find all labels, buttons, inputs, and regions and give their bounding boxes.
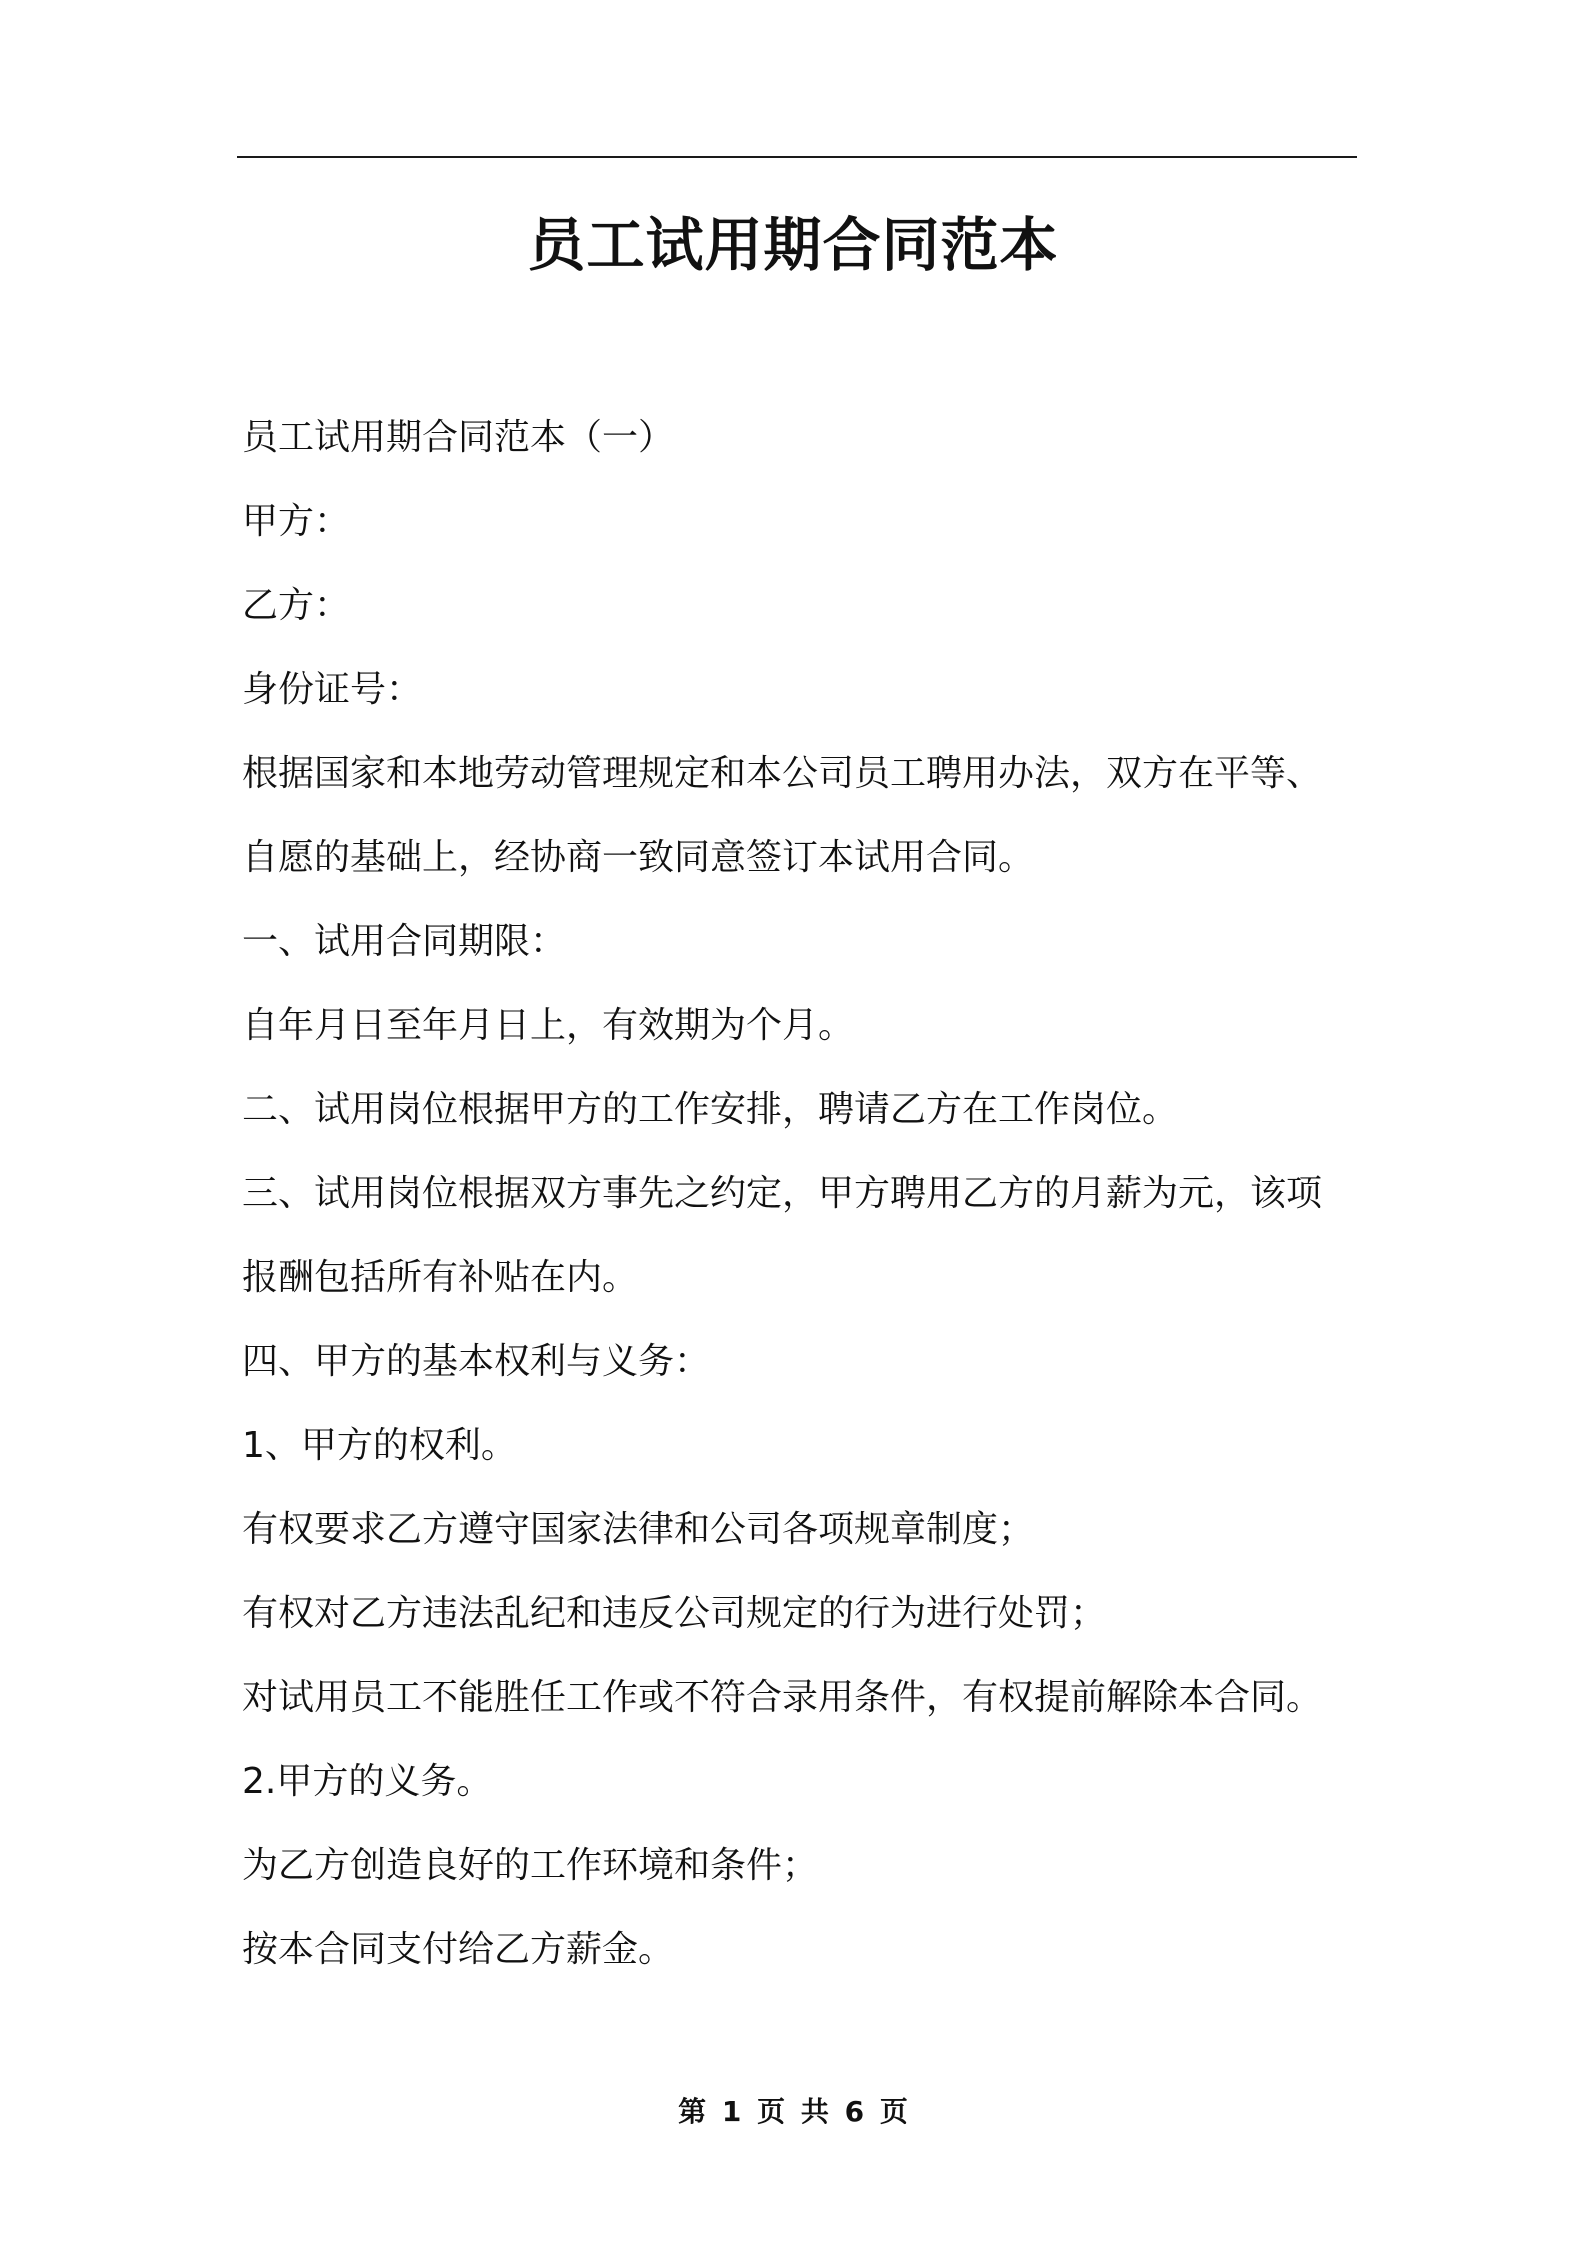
subclause-heading: 2.甲方的义务。 (242, 1761, 493, 1802)
body-line: 对试用员工不能胜任工作或不符合录用条件，有权提前解除本合同。 (242, 1677, 1323, 1718)
party-b-field: 乙方： (242, 585, 351, 626)
page-number: 第 1 页 共 6 页 (678, 2095, 908, 2128)
body-line: 有权要求乙方遵守国家法律和公司各项规章制度； (242, 1509, 1035, 1550)
body-line: 自愿的基础上，经协商一致同意签订本试用合同。 (242, 837, 1035, 878)
party-a-field: 甲方： (242, 501, 351, 542)
header-rule (237, 156, 1357, 158)
body-line: 自年月日至年月日上，有效期为个月。 (242, 1005, 855, 1046)
body-line: 按本合同支付给乙方薪金。 (242, 1929, 675, 1970)
subclause-heading: 1、甲方的权利。 (242, 1425, 517, 1466)
body-line: 为乙方创造良好的工作环境和条件； (242, 1845, 819, 1886)
document-title: 员工试用期合同范本 (527, 211, 1059, 279)
body-line: 有权对乙方违法乱纪和违反公司规定的行为进行处罚； (242, 1593, 1107, 1634)
body-line: 根据国家和本地劳动管理规定和本公司员工聘用办法，双方在平等、 (242, 753, 1323, 794)
id-number-field: 身份证号： (242, 669, 423, 710)
clause-heading-1: 一、试用合同期限： (242, 921, 567, 962)
clause-3: 三、试用岗位根据双方事先之约定，甲方聘用乙方的月薪为元，该项 (242, 1173, 1323, 1214)
section-heading: 员工试用期合同范本（一） (242, 417, 675, 458)
body-line: 报酬包括所有补贴在内。 (242, 1257, 639, 1298)
clause-2: 二、试用岗位根据甲方的工作安排，聘请乙方在工作岗位。 (242, 1089, 1179, 1130)
clause-heading-4: 四、甲方的基本权利与义务： (242, 1341, 711, 1382)
document-body (242, 396, 1372, 1992)
